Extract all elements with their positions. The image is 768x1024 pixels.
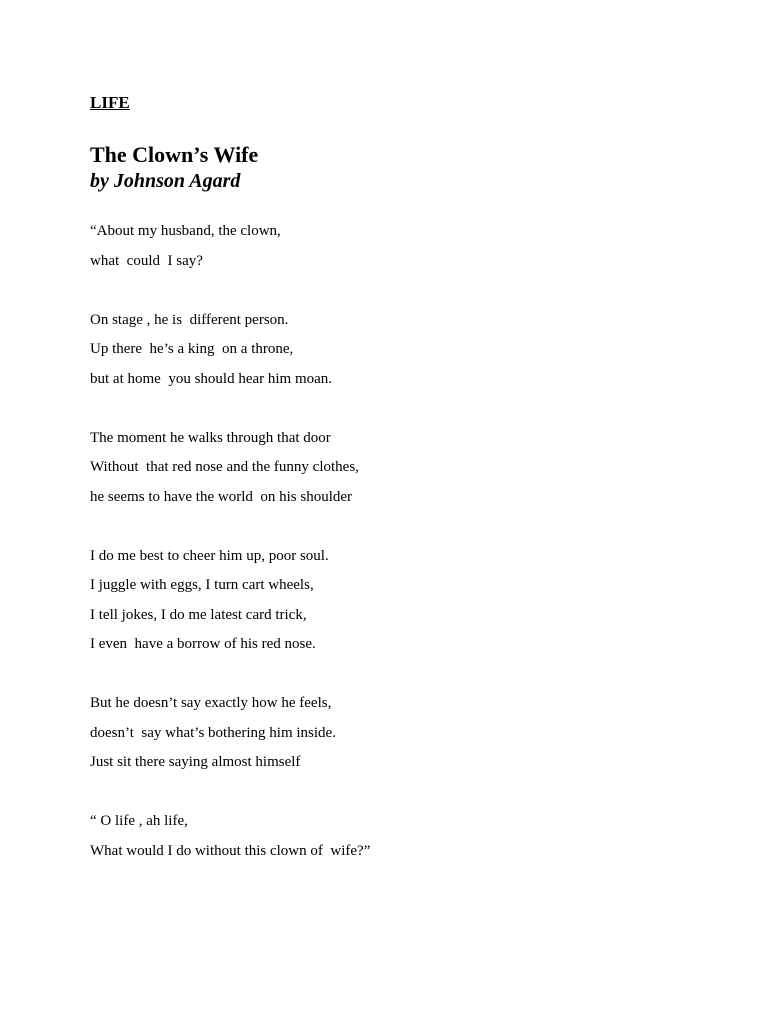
poem-line: But he doesn’t say exactly how he feels, <box>90 695 332 711</box>
stanza <box>90 689 690 778</box>
poem-line: “ O life , ah life, <box>90 813 188 829</box>
section-heading: LIFE <box>90 93 130 112</box>
poem-line: On stage , he is different person. <box>90 311 289 328</box>
poem-body <box>90 217 690 866</box>
poem-line: doesn’t say what’s bothering him inside. <box>90 724 336 741</box>
poem-line: I even have a borrow of his red nose. <box>90 636 316 652</box>
poem-line: I do me best to cheer him up, poor soul. <box>90 547 329 564</box>
poem-line: Up there he’s a king on a throne, <box>90 341 294 357</box>
poem-byline: by Johnson Agard <box>90 170 241 192</box>
document-page <box>90 92 690 896</box>
stanza <box>90 542 690 660</box>
poem-line: he seems to have the world on his shoulder <box>90 488 353 505</box>
stanza <box>90 217 690 276</box>
poem-line: what could I say? <box>90 252 203 269</box>
poem-line: “About my husband, the clown, <box>90 223 281 239</box>
poem-line: I juggle with eggs, I turn cart wheels, <box>90 577 314 593</box>
poem-line: What would I do without this clown of wife?” <box>90 842 371 859</box>
stanza <box>90 807 690 866</box>
poem-line: I tell jokes, I do me latest card trick, <box>90 606 307 623</box>
stanza <box>90 424 690 513</box>
stanza <box>90 306 690 395</box>
poem-line: Just sit there saying almost himself <box>90 754 301 770</box>
poem-line: Without that red nose and the funny clothes, <box>90 459 359 475</box>
poem-title: The Clown’s Wife <box>90 142 259 167</box>
poem-line: but at home you should hear him moan. <box>90 370 333 387</box>
poem-line: The moment he walks through that door <box>90 429 331 446</box>
